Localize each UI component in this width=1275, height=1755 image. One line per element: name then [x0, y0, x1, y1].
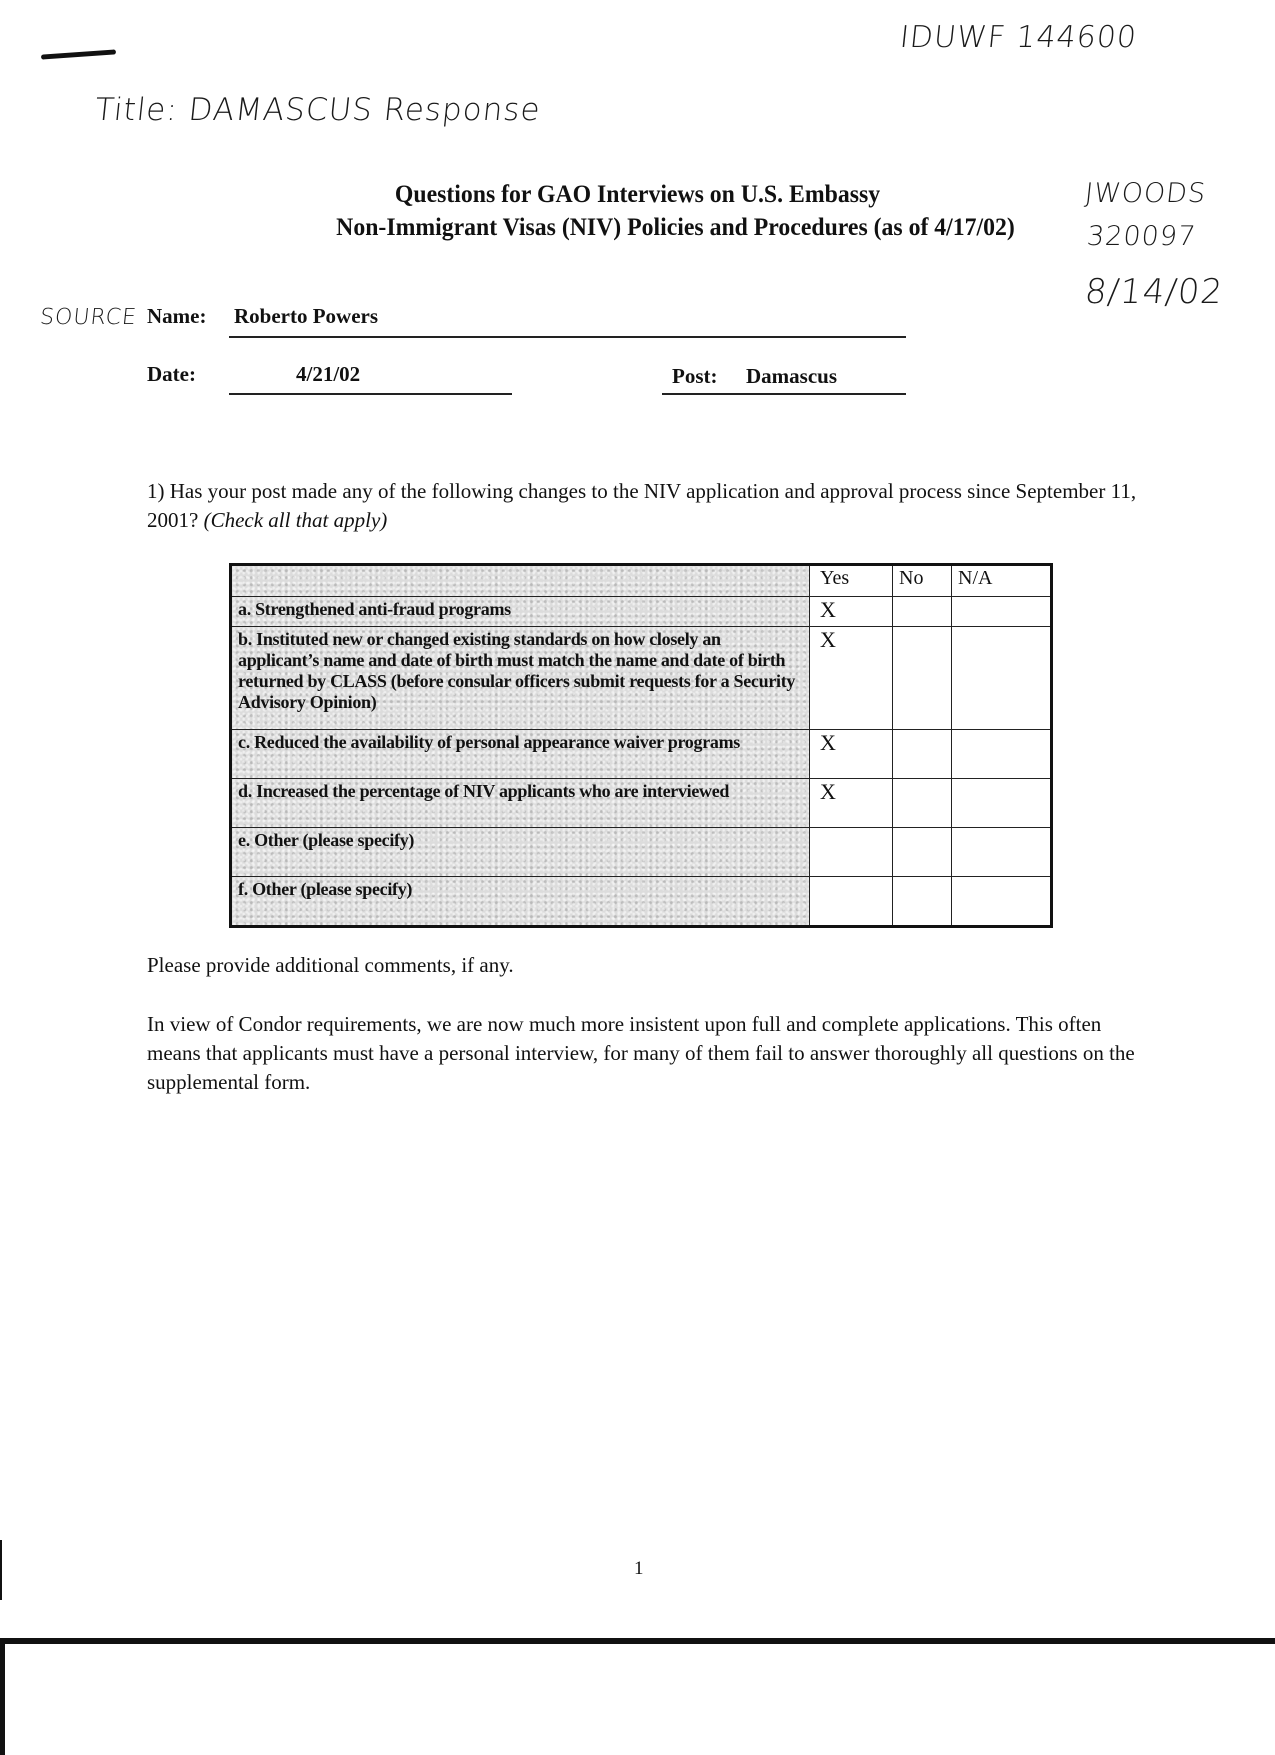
name-field[interactable]: Roberto Powers	[234, 304, 379, 328]
changes-checklist-table	[229, 563, 1053, 928]
header-no: No	[893, 565, 952, 597]
row-e-yes-checkbox[interactable]	[810, 828, 893, 877]
table-row	[231, 597, 1052, 627]
row-b-na-checkbox[interactable]	[952, 627, 1052, 730]
row-d-item: d. Increased the percentage of NIV applicants who are interviewed	[231, 779, 810, 828]
table-header-row	[231, 565, 1052, 597]
table-row	[231, 627, 1052, 730]
row-f-na-checkbox[interactable]	[952, 877, 1052, 927]
post-label: Post:	[672, 364, 718, 388]
document-title	[32, 178, 1243, 244]
table-row	[231, 877, 1052, 927]
handwritten-title: Title: DAMASCUS Response	[93, 92, 543, 128]
row-c-no-checkbox[interactable]	[893, 730, 952, 779]
table-row	[231, 828, 1052, 877]
row-d-yes-checkbox[interactable]: X	[810, 779, 893, 828]
header-yes: Yes	[810, 565, 893, 597]
row-a-na-checkbox[interactable]	[952, 597, 1052, 627]
row-d-no-checkbox[interactable]	[893, 779, 952, 828]
row-f-item: f. Other (please specify)	[231, 877, 810, 927]
scan-border-bottom	[0, 1638, 1275, 1644]
question-1-text: 1) Has your post made any of the following changes to the NIV application and approval process since September 11, 2001?	[147, 479, 1137, 532]
row-e-na-checkbox[interactable]	[952, 828, 1052, 877]
scan-border-left	[0, 1640, 5, 1755]
title-line-2: Non-Immigrant Visas (NIV) Policies and Procedures (as of 4/17/02)	[336, 214, 1015, 241]
row-f-yes-checkbox[interactable]	[810, 877, 893, 927]
name-label: Name:	[147, 304, 207, 328]
comments-text: In view of Condor requirements, we are now much more insistent upon full and complete applications. This often means that applicants must have a personal interview, for many of them fail to answer thoroughly all questions on the supplemental form.	[147, 1012, 1135, 1094]
row-a-item: a. Strengthened anti-fraud programs	[231, 597, 810, 627]
row-d-na-checkbox[interactable]	[952, 779, 1052, 828]
date-label: Date:	[147, 362, 196, 386]
date-underline	[229, 393, 512, 395]
comments-prompt: Please provide additional comments, if any.	[147, 953, 514, 977]
row-a-no-checkbox[interactable]	[893, 597, 952, 627]
row-b-item: b. Instituted new or changed existing standards on how closely an applicant’s name and date of birth must match the name and date of birth returned by CLASS (before consular officers submit requests for a Security Advisory Opinion)	[231, 627, 810, 730]
scan-mark-top-left	[41, 49, 116, 59]
handwritten-source-label: SOURCE	[38, 305, 139, 330]
row-e-no-checkbox[interactable]	[893, 828, 952, 877]
table-row	[231, 730, 1052, 779]
question-1	[147, 477, 1147, 535]
question-1-instruction: (Check all that apply)	[203, 508, 388, 532]
row-e-item: e. Other (please specify)	[231, 828, 810, 877]
row-c-yes-checkbox[interactable]: X	[810, 730, 893, 779]
post-field[interactable]: Damascus	[746, 364, 838, 388]
row-b-yes-checkbox[interactable]: X	[810, 627, 893, 730]
handwritten-margin-date: 8/14/02	[1082, 272, 1226, 312]
table-row	[231, 779, 1052, 828]
handwritten-doc-number: IDUWF 144600	[898, 20, 1139, 55]
header-na: N/A	[952, 565, 1052, 597]
row-b-no-checkbox[interactable]	[893, 627, 952, 730]
handwritten-margin-name: JWOODS	[1083, 178, 1208, 209]
name-underline	[229, 336, 906, 338]
post-underline	[662, 393, 906, 395]
scan-mark-left-edge	[0, 1540, 2, 1600]
row-a-yes-checkbox[interactable]: X	[810, 597, 893, 627]
header-item	[231, 565, 810, 597]
row-c-na-checkbox[interactable]	[952, 730, 1052, 779]
row-f-no-checkbox[interactable]	[893, 877, 952, 927]
title-line-1: Questions for GAO Interviews on U.S. Embassy	[394, 181, 881, 208]
handwritten-margin-number: 320097	[1085, 221, 1198, 252]
row-c-item: c. Reduced the availability of personal appearance waiver programs	[231, 730, 810, 779]
page-number: 1	[634, 1558, 644, 1579]
date-field[interactable]: 4/21/02	[296, 362, 361, 386]
